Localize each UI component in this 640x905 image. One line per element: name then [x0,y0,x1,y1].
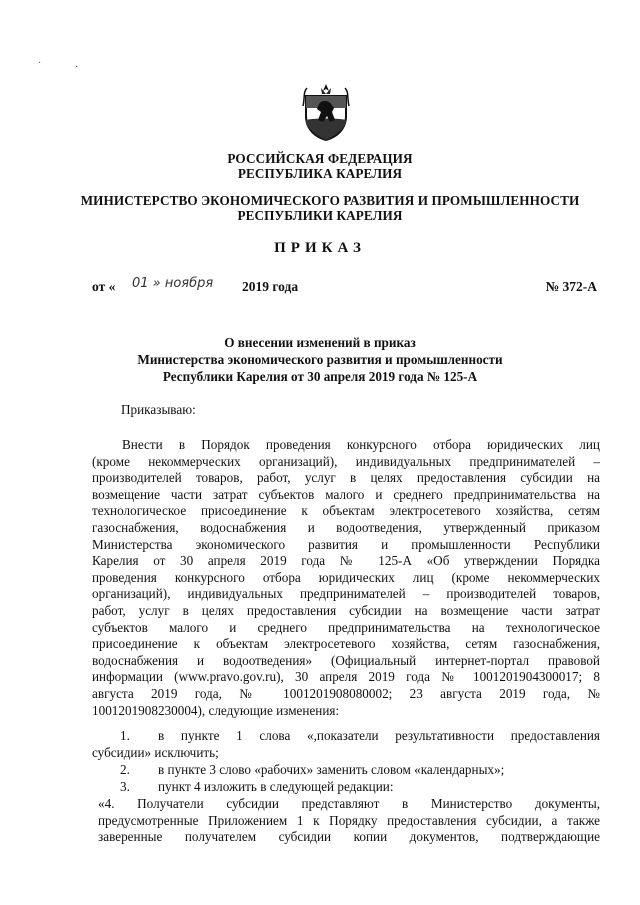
paragraph-line: водоснабжения и водоотведения» (Официальный интернет-портал правовой [92,652,600,668]
paragraph-line: производителей товаров, работ, услуг в целях предоставления субсидии на [92,470,600,486]
ministry-heading-line2: РЕСПУБЛИКИ КАРЕЛИЯ [237,208,403,223]
document-type-title: ПРИКАЗ [274,240,366,256]
paragraph-line: августа 2019 года, № 1001201908080002; 23 августа 2019 года, № [92,685,600,701]
paragraph-line: возмещение части затрат субъектов малого и среднего предпринимательства на [92,486,600,502]
paragraph-line: Карелия от 30 апреля 2019 года № 125-А «Об утверждении Порядка [92,553,600,569]
republic-heading: РЕСПУБЛИКА КАРЕЛИЯ [237,166,403,181]
subject-line3: Республики Карелия от 30 апреля 2019 года № 125-А [162,369,478,384]
list-item-text: в пункте 1 слова «,показатели результативности предоставления [158,728,600,743]
paragraph-line: «4. Получатели субсидии представляют в Министерство документы, [98,796,600,811]
quoted-paragraph [98,796,600,846]
paragraph-line: (кроме некоммерческих организаций), индивидуальных предпринимателей – [92,453,600,469]
paragraph-line: организаций), индивидуальных предпринимателей – производителей товаров, [92,586,600,602]
paragraph-line: Внести в Порядок проведения конкурсного отбора юридических лиц [122,437,600,452]
paragraph-line: 1001201908230004), следующие изменения: [92,702,340,718]
ministry-heading-line1: МИНИСТЕРСТВО ЭКОНОМИЧЕСКОГО РАЗВИТИЯ И ПРОМЫШЛЕННОСТИ [80,193,580,208]
subject-line2: Министерства экономического развития и промышленности [137,352,503,367]
subject-line1: О внесении изменений в приказ [224,335,416,350]
main-paragraph [92,437,600,719]
list-item-text: субсидии» исключить; [92,745,219,760]
paragraph-line: Министерства экономического развития и промышленности Республики [92,536,600,552]
paragraph-line: работ, услуг в целях предоставления субсидии на возмещение части затрат [92,602,600,618]
scan-speck: · [75,62,79,73]
order-number: № 372-А [545,279,597,294]
paragraph-line: технологическое присоединение к объектам электросетевого хозяйства, сетям [92,503,600,519]
date-year: 2019 года [242,279,299,294]
handwritten-date: 01 » ноября [132,276,214,291]
paragraph-line: газоснабжения, водоснабжения и водоотведения, утвержденный приказом [92,519,600,535]
list-item-number: 1. [120,728,130,743]
scan-speck: · [38,58,42,69]
list-item-number: 3. [120,779,130,794]
paragraph-line: присоединение к объектам электросетевого хозяйства, сетям газоснабжения, [92,636,600,652]
country-heading: РОССИЙСКАЯ ФЕДЕРАЦИЯ [227,151,413,166]
paragraph-line: информации (www.pravo.gov.ru), 30 апреля 2019 года № 1001201904300017; 8 [92,669,600,685]
paragraph-line: заверенные получателем субсидии копии документов, подтверждающие [98,829,600,845]
paragraph-line: предусмотренные Приложением 1 к Порядку предоставления субсидии, а также [98,812,600,828]
date-number-line [92,276,597,297]
list-item-text: в пункте 3 слово «рабочих» заменить словом «календарных»; [158,762,505,777]
list-item-number: 2. [120,762,130,777]
paragraph-line: проведения конкурсного отбора юридических лиц (кроме некоммерческих [92,569,600,585]
coat-of-arms-icon [301,82,351,142]
order-word: Приказываю: [121,402,196,417]
paragraph-line: субъектов малого и среднего предпринимательства на технологическое [92,619,600,635]
date-prefix: от « [92,279,116,294]
list-item-text: пункт 4 изложить в следующей редакции: [158,779,394,794]
